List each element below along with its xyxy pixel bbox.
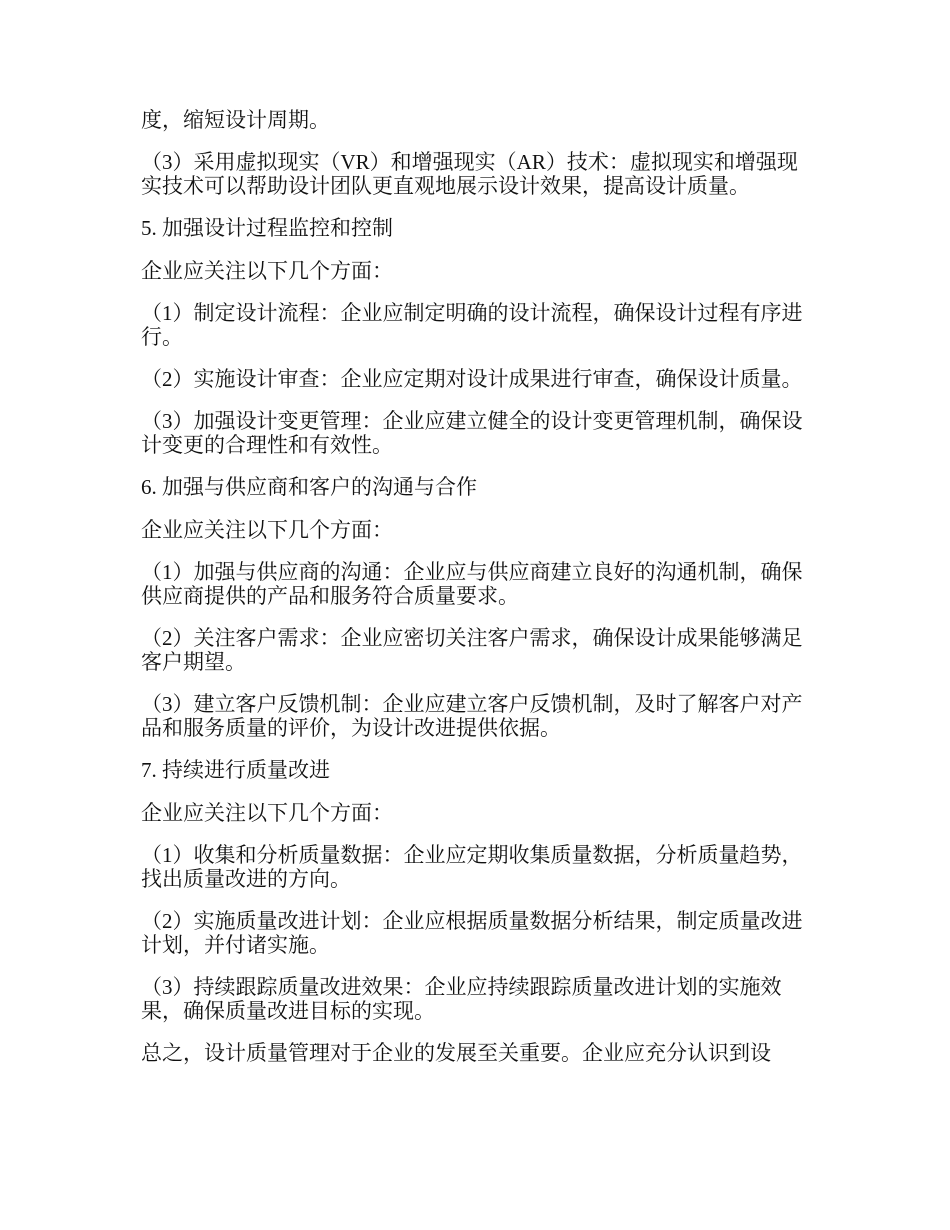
section-heading-6: 6. 加强与供应商和客户的沟通与合作 (141, 475, 477, 499)
paragraph-item: （2）实施设计审查：企业应定期对设计成果进行审查，确保设计质量。 (141, 367, 803, 391)
paragraph-item: （1）加强与供应商的沟通：企业应与供应商建立良好的沟通机制，确保供应商提供的产品和服务符合质量要求。 (141, 560, 803, 608)
paragraph-item: （2）关注客户需求：企业应密切关注客户需求，确保设计成果能够满足客户期望。 (141, 626, 803, 674)
paragraph-item: （2）实施质量改进计划：企业应根据质量数据分析结果，制定质量改进计划，并付诸实施。 (141, 909, 803, 957)
paragraph-vr-ar: （3）采用虚拟现实（VR）和增强现实（AR）技术：虚拟现实和增强现实技术可以帮助设计团队更直观地展示设计效果，提高设计质量。 (141, 150, 798, 198)
paragraph-item: （3）加强设计变更管理：企业应建立健全的设计变更管理机制，确保设计变更的合理性和有效性。 (141, 409, 803, 457)
paragraph-continuation: 度，缩短设计周期。 (141, 108, 330, 132)
paragraph-item: （3）持续跟踪质量改进效果：企业应持续跟踪质量改进计划的实施效果，确保质量改进目标的实现。 (141, 975, 782, 1023)
paragraph-intro: 企业应关注以下几个方面： (141, 518, 393, 542)
paragraph-intro: 企业应关注以下几个方面： (141, 259, 393, 283)
document-page (141, 108, 809, 1083)
paragraph-intro: 企业应关注以下几个方面： (141, 801, 393, 825)
section-heading-7: 7. 持续进行质量改进 (141, 758, 330, 782)
paragraph-item: （1）制定设计流程：企业应制定明确的设计流程，确保设计过程有序进行。 (141, 301, 803, 349)
paragraph-item: （3）建立客户反馈机制：企业应建立客户反馈机制，及时了解客户对产品和服务质量的评价，为设计改进提供依据。 (141, 692, 803, 740)
section-heading-5: 5. 加强设计过程监控和控制 (141, 216, 393, 240)
paragraph-item: （1）收集和分析质量数据：企业应定期收集质量数据，分析质量趋势，找出质量改进的方向。 (141, 843, 803, 891)
paragraph-conclusion: 总之，设计质量管理对于企业的发展至关重要。企业应充分认识到设 (141, 1041, 771, 1065)
